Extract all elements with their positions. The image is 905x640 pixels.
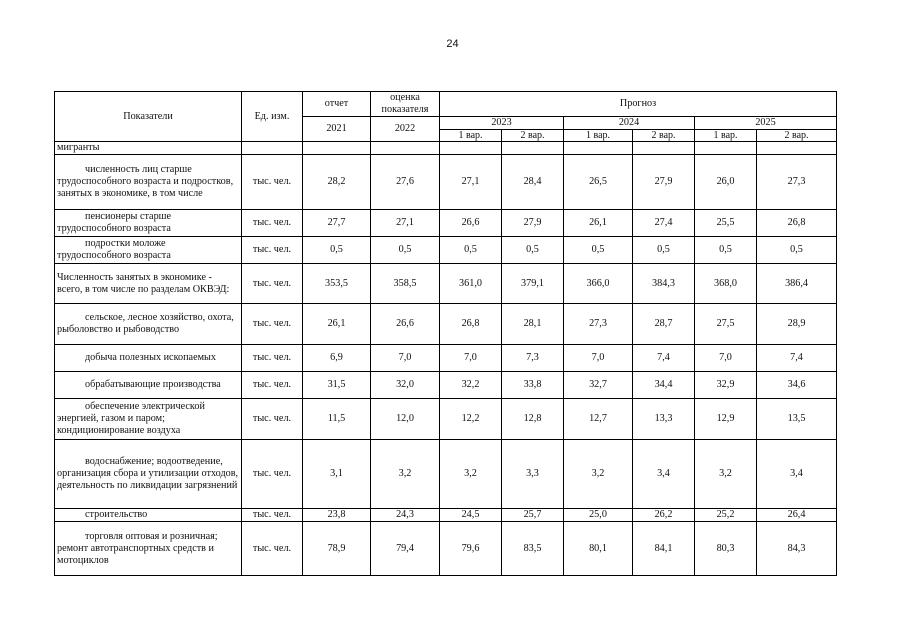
row-value: 80,1 [564, 522, 633, 576]
row-value [502, 142, 564, 155]
row-value: 379,1 [502, 264, 564, 304]
row-value: 84,3 [757, 522, 837, 576]
row-value: 366,0 [564, 264, 633, 304]
row-value: 26,1 [564, 210, 633, 237]
header-report: отчет [303, 92, 371, 117]
row-value: 384,3 [633, 264, 695, 304]
forecast-table [54, 91, 837, 576]
row-value: 0,5 [502, 237, 564, 264]
row-unit: тыс. чел. [242, 345, 303, 372]
row-value: 7,4 [757, 345, 837, 372]
row-value: 80,3 [695, 522, 757, 576]
row-value: 84,1 [633, 522, 695, 576]
row-value: 27,3 [757, 155, 837, 210]
row-value: 0,5 [633, 237, 695, 264]
row-value: 25,0 [564, 509, 633, 522]
row-value: 26,6 [371, 304, 440, 345]
row-value: 13,3 [633, 399, 695, 440]
row-value: 7,3 [502, 345, 564, 372]
row-value: 26,5 [564, 155, 633, 210]
table-row [55, 372, 837, 399]
row-value: 3,2 [695, 440, 757, 509]
row-value: 24,5 [440, 509, 502, 522]
row-value: 7,0 [695, 345, 757, 372]
header-year-2023: 2023 [440, 117, 564, 130]
header-2023-var1: 1 вар. [440, 130, 502, 142]
header-year-2021: 2021 [303, 117, 371, 142]
row-value: 25,7 [502, 509, 564, 522]
header-estimate: оценка показателя [371, 92, 440, 117]
row-unit: тыс. чел. [242, 237, 303, 264]
row-value: 358,5 [371, 264, 440, 304]
table-row [55, 264, 837, 304]
row-value: 27,1 [440, 155, 502, 210]
row-indicator-name: Численность занятых в экономике - всего, в том числе по разделам ОКВЭД: [55, 264, 242, 304]
row-unit: тыс. чел. [242, 210, 303, 237]
row-value: 12,2 [440, 399, 502, 440]
row-value [633, 142, 695, 155]
header-indicators: Показатели [55, 92, 242, 142]
row-value: 79,4 [371, 522, 440, 576]
row-value [371, 142, 440, 155]
table-row [55, 142, 837, 155]
row-value: 7,0 [371, 345, 440, 372]
row-indicator-name: добыча полезных ископаемых [55, 345, 242, 372]
table-row [55, 155, 837, 210]
row-value: 0,5 [695, 237, 757, 264]
row-value: 7,0 [564, 345, 633, 372]
row-value: 3,2 [371, 440, 440, 509]
table-body [55, 142, 837, 576]
row-value: 31,5 [303, 372, 371, 399]
header-2024-var1: 1 вар. [564, 130, 633, 142]
header-forecast: Прогноз [440, 92, 837, 117]
row-unit: тыс. чел. [242, 440, 303, 509]
row-unit: тыс. чел. [242, 372, 303, 399]
row-value: 7,0 [440, 345, 502, 372]
row-value: 0,5 [564, 237, 633, 264]
row-indicator-name: строительство [55, 509, 242, 522]
row-value: 26,0 [695, 155, 757, 210]
row-value: 33,8 [502, 372, 564, 399]
row-value: 3,1 [303, 440, 371, 509]
row-value: 27,3 [564, 304, 633, 345]
row-value: 0,5 [757, 237, 837, 264]
row-value: 353,5 [303, 264, 371, 304]
table-row [55, 304, 837, 345]
row-unit: тыс. чел. [242, 155, 303, 210]
row-value: 27,7 [303, 210, 371, 237]
page-number: 24 [446, 38, 459, 50]
row-value: 3,4 [757, 440, 837, 509]
row-indicator-name: торговля оптовая и розничная; ремонт автотранспортных средств и мотоциклов [55, 522, 242, 576]
row-value: 28,1 [502, 304, 564, 345]
row-indicator-name: обрабатывающие производства [55, 372, 242, 399]
row-value: 26,8 [440, 304, 502, 345]
row-value: 3,3 [502, 440, 564, 509]
table-row [55, 440, 837, 509]
row-value: 26,1 [303, 304, 371, 345]
header-year-2022: 2022 [371, 117, 440, 142]
table-row [55, 345, 837, 372]
row-value: 32,2 [440, 372, 502, 399]
row-value: 32,7 [564, 372, 633, 399]
table-row [55, 399, 837, 440]
row-indicator-name: пенсионеры старше трудоспособного возраста [55, 210, 242, 237]
row-unit: тыс. чел. [242, 509, 303, 522]
row-value: 34,6 [757, 372, 837, 399]
row-value [757, 142, 837, 155]
row-unit: тыс. чел. [242, 264, 303, 304]
row-value: 78,9 [303, 522, 371, 576]
row-value: 25,2 [695, 509, 757, 522]
header-2025-var1: 1 вар. [695, 130, 757, 142]
row-value: 27,4 [633, 210, 695, 237]
table-row [55, 210, 837, 237]
row-value: 32,9 [695, 372, 757, 399]
header-2023-var2: 2 вар. [502, 130, 564, 142]
row-value: 6,9 [303, 345, 371, 372]
row-value: 83,5 [502, 522, 564, 576]
row-value: 27,6 [371, 155, 440, 210]
row-value: 386,4 [757, 264, 837, 304]
row-value: 28,2 [303, 155, 371, 210]
row-value: 26,4 [757, 509, 837, 522]
header-unit: Ед. изм. [242, 92, 303, 142]
row-value: 361,0 [440, 264, 502, 304]
row-indicator-name: мигранты [55, 142, 242, 155]
row-unit: тыс. чел. [242, 304, 303, 345]
row-value [303, 142, 371, 155]
row-value: 12,8 [502, 399, 564, 440]
row-indicator-name: численность лиц старше трудоспособного возраста и подростков, занятых в экономике, в том числе [55, 155, 242, 210]
row-indicator-name: водоснабжение; водоотведение, организация сбора и утилизации отходов, деятельность по ликвидации загрязнений [55, 440, 242, 509]
row-value: 32,0 [371, 372, 440, 399]
header-2025-var2: 2 вар. [757, 130, 837, 142]
row-value: 27,5 [695, 304, 757, 345]
row-value: 23,8 [303, 509, 371, 522]
row-value: 26,6 [440, 210, 502, 237]
row-indicator-name: обеспечение электрической энергией, газом и паром; кондиционирование воздуха [55, 399, 242, 440]
row-unit: тыс. чел. [242, 522, 303, 576]
row-value: 3,4 [633, 440, 695, 509]
row-value: 13,5 [757, 399, 837, 440]
row-indicator-name: подростки моложе трудоспособного возраста [55, 237, 242, 264]
row-value [440, 142, 502, 155]
row-value: 3,2 [440, 440, 502, 509]
row-value: 34,4 [633, 372, 695, 399]
row-value: 0,5 [440, 237, 502, 264]
row-value: 0,5 [371, 237, 440, 264]
row-unit: тыс. чел. [242, 399, 303, 440]
header-year-2024: 2024 [564, 117, 695, 130]
row-value [695, 142, 757, 155]
row-value: 28,4 [502, 155, 564, 210]
row-value: 28,7 [633, 304, 695, 345]
row-value: 28,9 [757, 304, 837, 345]
row-value [564, 142, 633, 155]
row-indicator-name: сельское, лесное хозяйство, охота, рыболовство и рыбоводство [55, 304, 242, 345]
row-value: 12,7 [564, 399, 633, 440]
row-value: 24,3 [371, 509, 440, 522]
row-value: 26,8 [757, 210, 837, 237]
row-value: 27,9 [502, 210, 564, 237]
row-value: 27,1 [371, 210, 440, 237]
row-value: 12,0 [371, 399, 440, 440]
row-value: 27,9 [633, 155, 695, 210]
header-year-2025: 2025 [695, 117, 837, 130]
table-row [55, 237, 837, 264]
row-value: 11,5 [303, 399, 371, 440]
table-row [55, 522, 837, 576]
header-2024-var2: 2 вар. [633, 130, 695, 142]
row-value: 25,5 [695, 210, 757, 237]
table-row [55, 509, 837, 522]
row-value: 12,9 [695, 399, 757, 440]
row-value: 26,2 [633, 509, 695, 522]
row-value: 79,6 [440, 522, 502, 576]
row-unit [242, 142, 303, 155]
row-value: 3,2 [564, 440, 633, 509]
row-value: 0,5 [303, 237, 371, 264]
row-value: 7,4 [633, 345, 695, 372]
table-header [55, 92, 837, 142]
row-value: 368,0 [695, 264, 757, 304]
